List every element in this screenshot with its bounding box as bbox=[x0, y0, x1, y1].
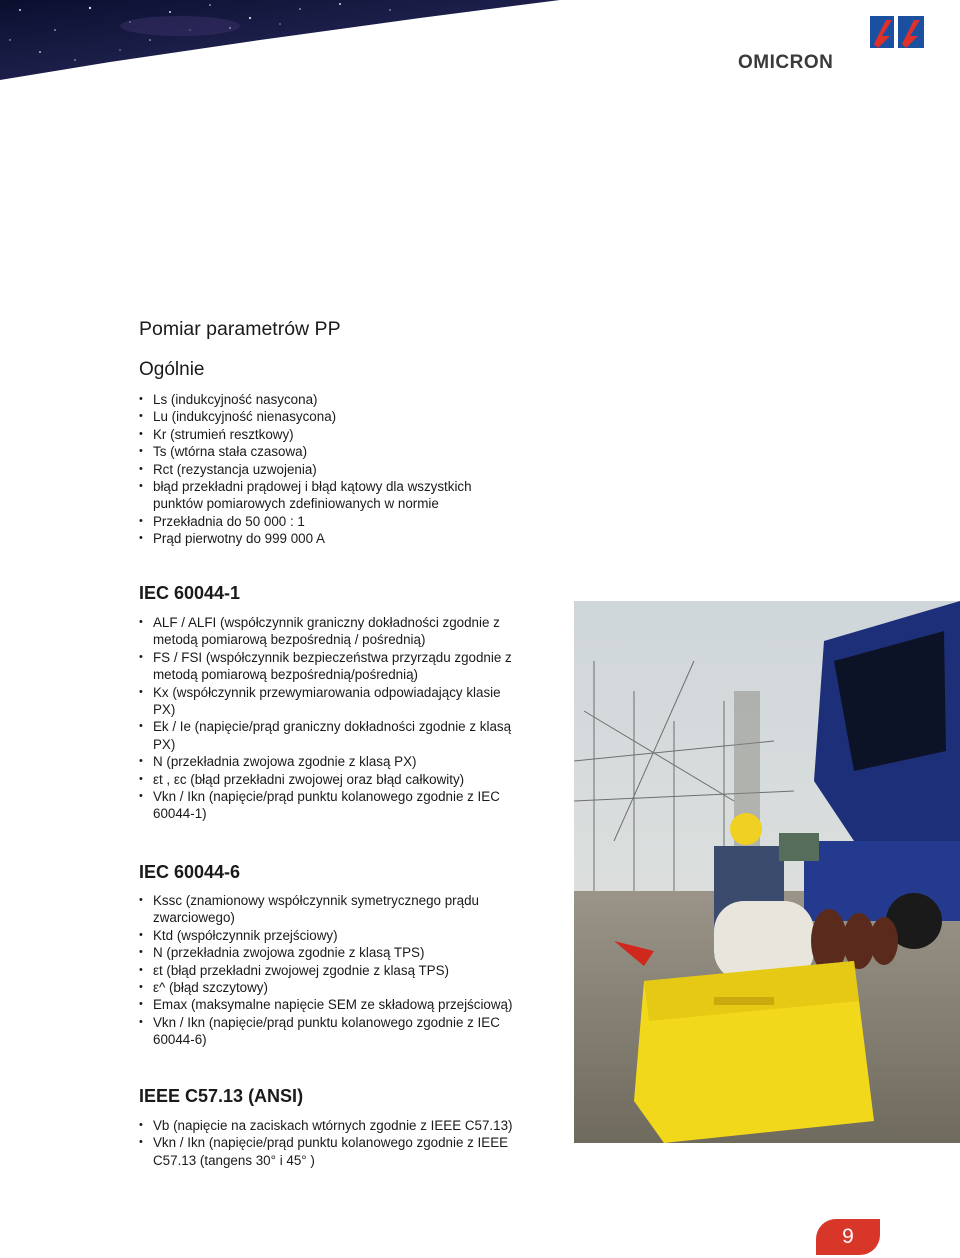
omicron-logo bbox=[738, 14, 938, 74]
section-title-iec-60044-1: IEC 60044-1 bbox=[139, 583, 241, 603]
list-item: • Rct (rezystancja uzwojenia) bbox=[139, 461, 519, 478]
list-item: • N (przekładnia zwojowa zgodnie z klasą PX) bbox=[139, 753, 519, 770]
list-item: • Prąd pierwotny do 999 000 A bbox=[139, 530, 519, 547]
list-item: • Ktd (współczynnik przejściowy) bbox=[139, 927, 519, 944]
list-iec-60044-6 bbox=[139, 892, 519, 1049]
page-title: Pomiar parametrów PP bbox=[139, 318, 341, 340]
list-item: • Vkn / Ikn (napięcie/prąd punktu kolanowego zgodnie z IEC 60044-1) bbox=[139, 788, 519, 823]
list-item: • Kr (strumień resztkowy) bbox=[139, 426, 519, 443]
list-item: • Ts (wtórna stała czasowa) bbox=[139, 443, 519, 460]
list-item: • błąd przekładni prądowej i błąd kątowy dla wszystkich punktów pomiarowych zdefiniowanych w normie bbox=[139, 478, 519, 513]
omicron-logo-mark-icon bbox=[868, 14, 928, 50]
list-item: • εt , εc (błąd przekładni zwojowej oraz błąd całkowity) bbox=[139, 771, 519, 788]
field-test-photo bbox=[574, 601, 960, 1143]
list-item: • Kx (współczynnik przewymiarowania odpowiadający klasie PX) bbox=[139, 684, 519, 719]
section-title-iec-60044-6: IEC 60044-6 bbox=[139, 862, 241, 882]
section-title-general: Ogólnie bbox=[139, 359, 205, 380]
list-item: • ε^ (błąd szczytowy) bbox=[139, 979, 519, 996]
list-item: • ALF / ALFI (współczynnik graniczny dokładności zgodnie z metodą pomiarową bezpośrednią / pośrednią) bbox=[139, 614, 519, 649]
starfield-banner bbox=[0, 0, 560, 80]
list-item: • Kssc (znamionowy współczynnik symetrycznego prądu zwarciowego) bbox=[139, 892, 519, 927]
list-item: • Ls (indukcyjność nasycona) bbox=[139, 391, 519, 408]
list-item: • FS / FSI (współczynnik bezpieczeństwa przyrządu zgodnie z metodą pomiarową bezpośrednią/pośrednią) bbox=[139, 649, 519, 684]
list-item: • Emax (maksymalne napięcie SEM ze składową przejściową) bbox=[139, 996, 519, 1013]
page-number-badge: 9 bbox=[816, 1219, 880, 1255]
list-item: • Ek / Ie (napięcie/prąd graniczny dokładności zgodnie z klasą PX) bbox=[139, 718, 519, 753]
list-item: • Lu (indukcyjność nienasycona) bbox=[139, 408, 519, 425]
list-item: • Vkn / Ikn (napięcie/prąd punktu kolanowego zgodnie z IEC 60044-6) bbox=[139, 1014, 519, 1049]
section-title-ieee-c57-13: IEEE C57.13 (ANSI) bbox=[139, 1086, 304, 1106]
list-item: • N (przekładnia zwojowa zgodnie z klasą TPS) bbox=[139, 944, 519, 961]
list-iec-60044-1 bbox=[139, 614, 519, 823]
logo-wordmark: OMICRON bbox=[738, 52, 834, 73]
list-item: • Vkn / Ikn (napięcie/prąd punktu kolanowego zgodnie z IEEE C57.13 (tangens 30° i 45° ) bbox=[139, 1134, 519, 1169]
list-ieee-c57-13 bbox=[139, 1117, 519, 1169]
list-general bbox=[139, 391, 519, 548]
list-item: • Przekładnia do 50 000 : 1 bbox=[139, 513, 519, 530]
list-item: • Vb (napięcie na zaciskach wtórnych zgodnie z IEEE C57.13) bbox=[139, 1117, 519, 1134]
list-item: • εt (błąd przekładni zwojowej zgodnie z klasą TPS) bbox=[139, 962, 519, 979]
